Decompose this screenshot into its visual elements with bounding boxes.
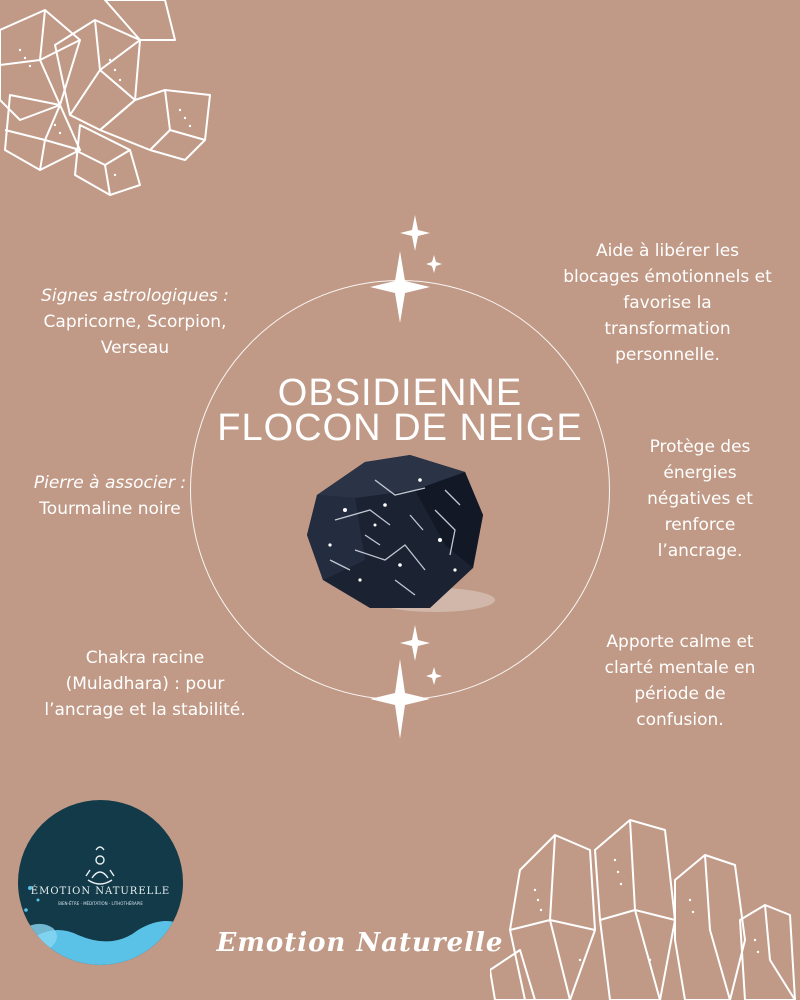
benefit-calm-clarity (585, 629, 775, 733)
brand-signature: Emotion Naturelle (216, 928, 504, 958)
benefit-2-line-5: l’ancrage. (657, 541, 743, 561)
benefit-1-line-4: transformation (604, 319, 731, 339)
astrological-signs-value-1: Capricorne, Scorpion, (43, 312, 227, 332)
associated-stone-label: Pierre à associer : (33, 473, 187, 493)
benefit-emotional-release (545, 238, 790, 368)
benefit-1-line-3: favorise la (623, 293, 712, 313)
benefit-1-line-1: Aide à libérer les (595, 241, 740, 261)
benefit-protection (610, 434, 790, 564)
stone-title-line-1: OBSIDIENNE (277, 372, 523, 414)
benefit-2-line-1: Protège des (649, 437, 751, 457)
benefit-3-line-3: période de (634, 684, 726, 704)
sparkle-icon-top (370, 215, 450, 325)
benefit-3-line-4: confusion. (636, 710, 724, 730)
logo-tagline: BIEN-ÊTRE · MÉDITATION · LITHOTHÉRAPIE (58, 901, 143, 906)
chakra-line-2: (Muladhara) : pour (65, 674, 225, 694)
chakra-line-1: Chakra racine (85, 648, 205, 668)
crystals-illustration-bottom-right (490, 810, 800, 1000)
benefit-2-line-4: renforce (664, 515, 736, 535)
brand-logo (18, 800, 183, 965)
benefit-3-line-2: clarté mentale en (604, 658, 756, 678)
astrological-signs-block (20, 283, 250, 361)
chakra-block (25, 645, 265, 723)
logo-name: ÉMOTION NATURELLE (30, 886, 171, 897)
chakra-line-3: l’ancrage et la stabilité. (44, 700, 246, 720)
crystals-illustration-top-left (0, 0, 220, 200)
stone-title-line-2: FLOCON DE NEIGE (217, 407, 583, 449)
sparkle-icon-bottom (370, 625, 450, 740)
meditation-figure-icon (18, 800, 183, 965)
associated-stone-block (10, 470, 210, 522)
obsidian-stone-image (295, 450, 505, 625)
associated-stone-value: Tourmaline noire (39, 499, 181, 519)
benefit-2-line-3: négatives et (647, 489, 753, 509)
benefit-1-line-5: personnelle. (615, 345, 720, 365)
benefit-1-line-2: blocages émotionnels et (563, 267, 772, 287)
benefit-2-line-2: énergies (663, 463, 737, 483)
benefit-3-line-1: Apporte calme et (606, 632, 754, 652)
astrological-signs-value-2: Verseau (100, 338, 170, 358)
astrological-signs-label: Signes astrologiques : (41, 286, 229, 306)
